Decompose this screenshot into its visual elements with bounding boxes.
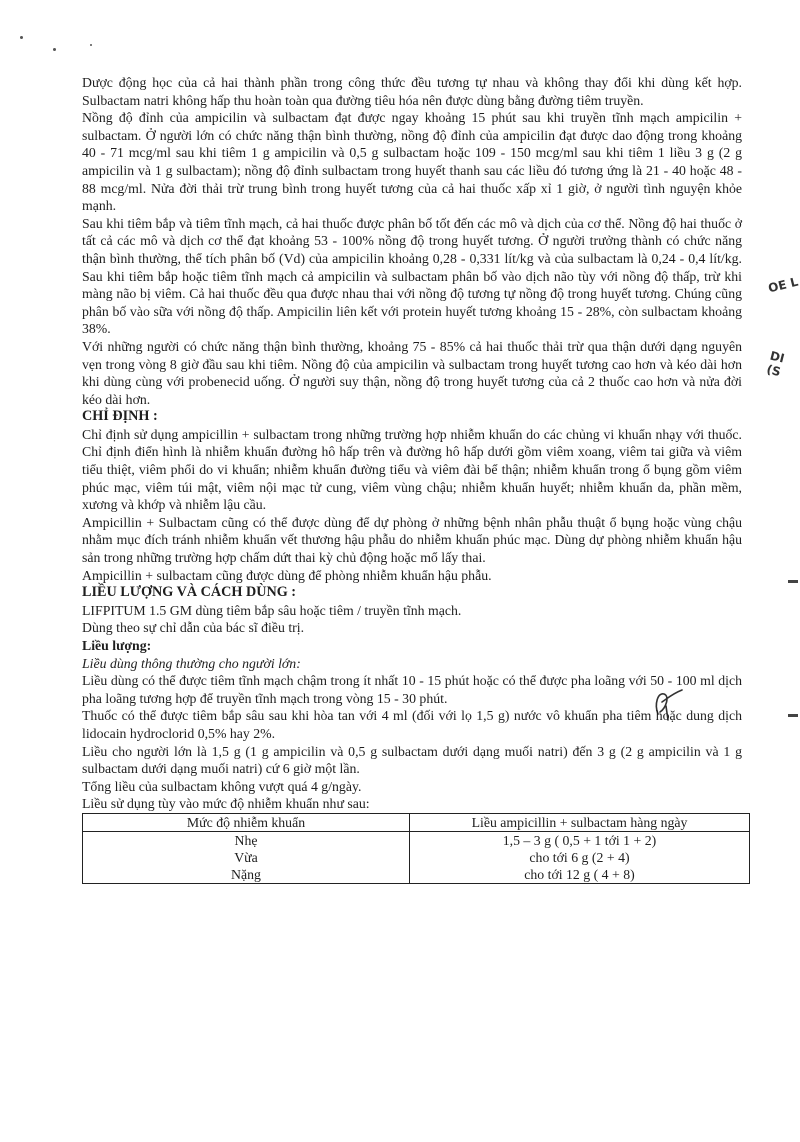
table-cell-dose: 1,5 – 3 g ( 0,5 + 1 tới 1 + 2) bbox=[410, 831, 750, 849]
pharmacokinetics-paragraph-2: Nồng độ đỉnh của ampicilin và sulbactam đạt được ngay khoảng 15 phút sau khi truyền tĩnh mạch ampicilin + sulbactam. Ở người lớn có chức năng thận bình thường, nồng độ đỉnh của ampicilin đạt được dao động trong khoảng 40 - 71 mcg/ml sau khi tiêm 1 g ampicilin và 0,5 g sulbactam hoặc 109 - 150 mcg/ml sau khi tiêm 1 liều 3 g (2 g ampicilin và 1 g sulbactam); nồng độ đỉnh sulbactam trong huyết thanh sau các liều đó tương ứng là 21 - 40 hoặc 48 - 88 mcg/ml. Nửa đời thải trừ trung bình trong huyết tương của cả hai thuốc xấp xỉ 1 giờ, ở người tình nguyện khỏe mạnh. bbox=[82, 110, 742, 214]
dosage-paragraph-5: Liều sử dụng tùy vào mức độ nhiễm khuẩn như sau: bbox=[82, 796, 370, 812]
dosage-subheading: Liều lượng: bbox=[82, 638, 152, 653]
table-header-daily-dose: Liều ampicillin + sulbactam hàng ngày bbox=[410, 813, 750, 831]
dosage-intro-2: Dùng theo sự chỉ dẫn của bác sĩ điều trị. bbox=[82, 620, 305, 636]
scan-speck bbox=[20, 36, 23, 39]
indications-heading: CHỈ ĐỊNH : bbox=[82, 408, 158, 425]
scan-speck bbox=[90, 44, 92, 46]
pharmacokinetics-paragraph-4: Với những người có chức năng thận bình thường, khoảng 75 - 85% cả hai thuốc thải trừ qua thận dưới dạng nguyên vẹn trong vòng 8 giờ đầu sau khi tiêm. Nồng độ của ampicilin và sulbactam trong huyết tương cao hơn và kéo dài hơn khi dùng cùng với probenecid uống. Ở người suy thận, nồng độ trong huyết tương của cả 2 thuốc cao hơn và nửa đời kéo dài hơn. bbox=[82, 338, 742, 407]
pharmacokinetics-paragraph-3: Sau khi tiêm bắp và tiêm tĩnh mạch, cả hai thuốc được phân bố tốt đến các mô và dịch của cơ thể. Nồng độ hai thuốc ở tất cả các mô và dịch cơ thể đạt khoảng 53 - 100% nồng độ trong huyết tương. Ở người trưởng thành có chức năng thận bình thường, thể tích phân bố (Vd) của ampicilin khoảng 0,28 - 0,331 lít/kg và của sulbactam là 0,24 - 0,4 lít/kg. Sau khi tiêm bắp hoặc tiêm tĩnh mạch cả ampicilin và sulbactam phân bố vào dịch não tùy với nồng độ thấp, trừ khi màng não bị viêm. Cả hai thuốc đều qua được nhau thai với nồng độ tương tự nồng độ trong huyết tương. Chúng cũng phân bố vào sữa với nồng độ thấp. Ampicilin liên kết với protein huyết tương khoảng 15 - 28%, còn sulbactam khoảng 38%. bbox=[82, 215, 742, 337]
table-row bbox=[83, 849, 750, 866]
table-cell-dose: cho tới 12 g ( 4 + 8) bbox=[410, 866, 750, 884]
margin-dash bbox=[788, 580, 798, 583]
dosage-paragraph-3: Liều cho người lớn là 1,5 g (1 g ampicilin và 0,5 g sulbactam dưới dạng muối natri) đến 3 g (2 g ampicilin và 1 g sulbactam dưới dạng muối natri) cứ 6 giờ một lần. bbox=[82, 743, 742, 777]
indications-paragraph-2: Ampicillin + Sulbactam cũng có thể được dùng để dự phòng ở những bệnh nhân phẫu thuật ổ bụng hoặc vùng chậu nhằm mục đích tránh nhiễm khuẩn vết thương hậu phẫu do nhiễm khuẩn phúc mạc. Dùng dự phòng nhiễm khuẩn hậu sản trong những trường hợp chấm dứt thai kỳ chủ động hoặc mổ lấy thai. bbox=[82, 514, 742, 566]
table-cell-severity: Nặng bbox=[83, 866, 410, 884]
dosage-intro-1: LIFPITUM 1.5 GM dùng tiêm bắp sâu hoặc tiêm / truyền tĩnh mạch. bbox=[82, 602, 462, 618]
scan-speck bbox=[53, 48, 56, 51]
table-header-severity: Mức độ nhiễm khuẩn bbox=[83, 813, 410, 831]
table-cell-severity: Nhẹ bbox=[83, 831, 410, 849]
margin-dash bbox=[788, 714, 798, 717]
table-row bbox=[83, 831, 750, 849]
adult-dose-label: Liều dùng thông thường cho người lớn: bbox=[82, 655, 301, 671]
dosage-heading: LIỀU LƯỢNG VÀ CÁCH DÙNG : bbox=[82, 584, 297, 601]
table-cell-severity: Vừa bbox=[83, 849, 410, 866]
table-header-row bbox=[83, 813, 750, 831]
document-page bbox=[82, 74, 742, 884]
margin-mark-top: OE L bbox=[766, 274, 800, 296]
pharmacokinetics-paragraph-1: Dược động học của cả hai thành phần trong công thức đều tương tự nhau và không thay đổi khi dùng kết hợp. Sulbactam natri không hấp thu hoàn toàn qua đường tiêu hóa nên được dùng bằng đường tiêm truyền. bbox=[82, 75, 742, 108]
dosage-paragraph-2: Thuốc có thể được tiêm bắp sâu sau khi hòa tan với 4 ml (đối với lọ 1,5 g) nước vô khuẩn pha tiêm hoặc dung dịch lidocain hydroclorid 0,5% hay 2%. bbox=[82, 708, 742, 741]
indications-paragraph-3: Ampicillin + sulbactam cũng được dùng để phòng nhiễm khuẩn hậu phẫu. bbox=[82, 567, 492, 583]
indications-paragraph-1: Chỉ định sử dụng ampicillin + sulbactam trong những trường hợp nhiễm khuẩn do các chủng vi khuẩn nhạy với thuốc. Chỉ định điển hình là nhiễm khuẩn đường hô hấp trên và đường hô hấp dưới gồm viêm xoang, viêm tai giữa và viêm tiểu thiệt, viêm phổi do vi khuẩn; nhiễm khuẩn đường tiểu và viêm đài bể thận; nhiễm khuẩn trong ổ bụng gồm viêm phúc mạc, viêm túi mật, viêm nội mạc tử cung, viêm vùng chậu; nhiễm khuẩn huyết; nhiễm khuẩn da, phần mềm, xương và khớp và nhiễm lậu cầu. bbox=[82, 426, 742, 513]
dose-severity-table bbox=[82, 813, 750, 884]
table-cell-dose: cho tới 6 g (2 + 4) bbox=[410, 849, 750, 866]
dosage-paragraph-4: Tổng liều của sulbactam không vượt quá 4 g/ngày. bbox=[82, 778, 362, 794]
dosage-paragraph-1: Liều dùng có thể được tiêm tĩnh mạch chậm trong ít nhất 10 - 15 phút hoặc có thể được pha loãng với 50 - 100 ml dịch pha loãng tương hợp để truyền tĩnh mạch trong vòng 15 - 30 phút. bbox=[82, 673, 742, 706]
table-row bbox=[83, 866, 750, 884]
margin-mark-bottom: DI (S bbox=[765, 348, 786, 380]
